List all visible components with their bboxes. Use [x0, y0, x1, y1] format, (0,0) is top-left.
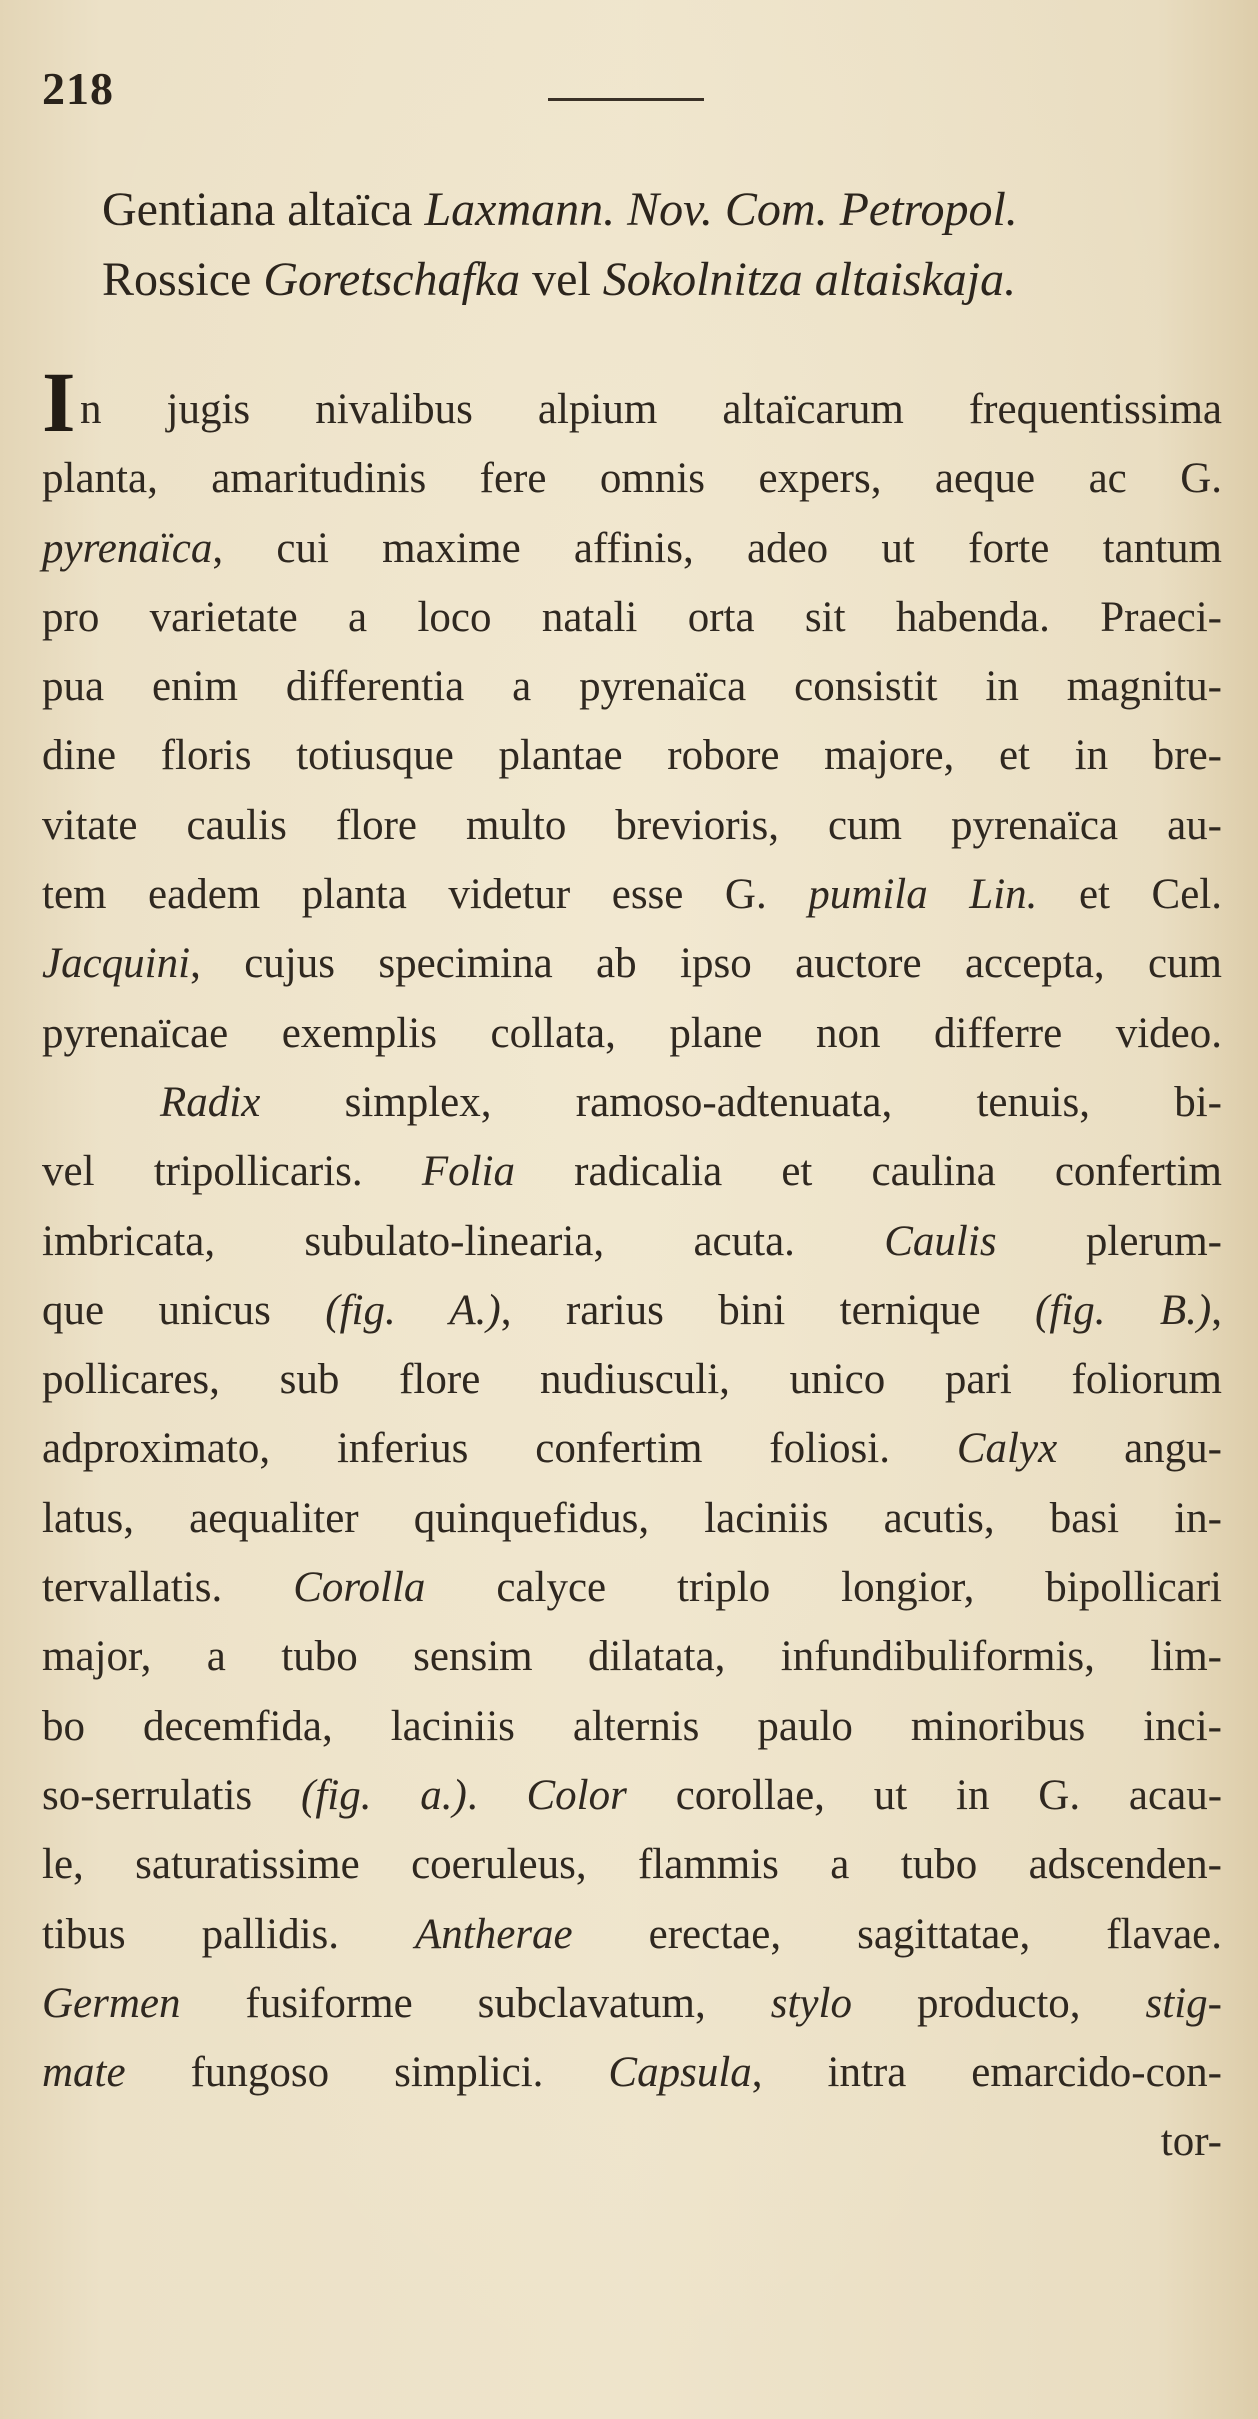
italic-term: Germen [42, 1979, 181, 2027]
text-segment: corollae, ut in G. acau- [626, 1771, 1223, 1819]
text-line [42, 444, 1222, 513]
text-segment: calyce triplo longior, bipollicari [425, 1564, 1223, 1612]
text-segment: tibus pallidis. [42, 1910, 416, 1958]
text-line [42, 929, 1222, 998]
vernacular-name-2: Sokolnitza altaiskaja. [602, 253, 1017, 306]
text-segment: vitate caulis flore multo brevioris, cum pyrenaïca au- [42, 801, 1222, 849]
text-line [42, 1622, 1222, 1691]
text-line [42, 1969, 1222, 2038]
text-segment: dine floris totiusque plantae robore majore, et in bre- [42, 732, 1222, 780]
text-line [42, 1276, 1222, 1345]
text-segment: , rarius bini ternique [500, 1286, 1035, 1334]
text-segment: planta, amaritudinis fere omnis expers, aeque ac G. [42, 455, 1222, 503]
text-segment: pyrenaïcae exemplis collata, plane non differre video. [42, 1009, 1222, 1057]
text-segment: latus, aequaliter quinquefidus, laciniis acutis, basi in- [42, 1494, 1222, 1542]
text-line [42, 583, 1222, 652]
text-segment: fungoso simplici. [125, 2049, 609, 2097]
text-line [42, 2038, 1222, 2107]
text-segment: erectae, sagittatae, flavae. [572, 1910, 1222, 1958]
text-line [42, 652, 1222, 721]
text-line [42, 1068, 1222, 1137]
text-line [42, 1345, 1222, 1414]
text-segment: angu- [1057, 1425, 1223, 1473]
italic-term: (fig. B.) [1035, 1286, 1212, 1334]
heading-connector: vel [532, 253, 591, 306]
italic-term: stig- [1145, 1979, 1222, 2027]
catchword: tor- [1160, 2118, 1222, 2166]
text-line [42, 999, 1222, 1068]
italic-term: Corolla [293, 1564, 426, 1612]
text-segment: bo decemfida, laciniis alternis paulo minoribus inci- [42, 1702, 1222, 1750]
italic-term: pyrenaïca [42, 524, 213, 572]
text-segment: , cujus specimina ab ipso auctore accepta, cum [190, 940, 1222, 988]
italic-term: stylo [770, 1979, 852, 2027]
text-segment: . [466, 1771, 527, 1819]
italic-term: Color [526, 1771, 627, 1819]
italic-term: Calyx [956, 1425, 1058, 1473]
text-line [42, 354, 1222, 450]
italic-term: Jacquini [42, 940, 191, 988]
body-text [42, 354, 1223, 2177]
text-segment: radicalia et caulina confertim [515, 1148, 1222, 1196]
italic-term: Antherae [415, 1910, 573, 1958]
text-line [42, 1830, 1222, 1899]
text-line [42, 1692, 1222, 1761]
text-segment: vel tripollicaris. [42, 1148, 422, 1196]
text-segment: n jugis nivalibus alpium altaïcarum frequentissima [80, 386, 1222, 433]
italic-term: (fig. A.) [325, 1286, 501, 1334]
text-segment: so-serrulatis [42, 1771, 302, 1819]
heading-lead: Rossice [102, 253, 252, 306]
text-line [42, 721, 1222, 790]
text-segment: pollicares, sub flore nudiusculi, unico pari foliorum [42, 1356, 1222, 1404]
italic-term: (fig. a.) [301, 1771, 467, 1819]
text-line [42, 514, 1222, 583]
text-line [42, 1484, 1222, 1553]
text-segment: fusiforme subclavatum, [180, 1979, 771, 2027]
species-heading [102, 175, 1222, 315]
text-segment: producto, [851, 1979, 1146, 2027]
italic-term: mate [42, 2049, 126, 2097]
heading-line-2 [102, 245, 1222, 315]
text-line [42, 1137, 1222, 1206]
text-line [42, 1207, 1222, 1276]
text-segment: tem eadem planta videtur esse G. [42, 871, 809, 919]
text-segment: , [1211, 1286, 1222, 1334]
italic-term: Capsula [608, 2049, 752, 2097]
text-segment: tervallatis. [42, 1564, 294, 1612]
text-line [42, 1553, 1222, 1622]
species-authority: Laxmann. Nov. Com. Petropol. [424, 183, 1018, 236]
text-segment: simplex, ramoso-adtenuata, tenuis, bi- [260, 1078, 1222, 1126]
text-segment: pro varietate a loco natali orta sit habenda. Praeci- [42, 593, 1222, 641]
italic-term: pumila Lin. [808, 871, 1038, 919]
species-name: Gentiana altaïca [102, 183, 413, 236]
text-segment: pua enim differentia a pyrenaïca consistit in magnitu- [42, 663, 1222, 711]
italic-term: Caulis [884, 1217, 997, 1265]
drop-cap: I [42, 354, 76, 450]
text-segment: adproximato, inferius confertim foliosi. [42, 1425, 957, 1473]
text-line [42, 860, 1222, 929]
italic-term: Folia [421, 1148, 516, 1196]
text-segment: major, a tubo sensim dilatata, infundibuliformis, lim- [42, 1633, 1222, 1681]
text-line [42, 1414, 1222, 1483]
text-segment: imbricata, subulato-linearia, acuta. [42, 1217, 885, 1265]
text-segment: , cui maxime affinis, adeo ut forte tantum [212, 524, 1222, 572]
vernacular-name-1: Goretschafka [263, 253, 521, 306]
header-rule [548, 98, 704, 101]
text-line [42, 1900, 1222, 1969]
text-line [42, 791, 1222, 860]
text-segment: que unicus [42, 1286, 326, 1334]
text-line [42, 1761, 1222, 1830]
heading-line-1 [102, 175, 1222, 245]
italic-term: Radix [160, 1078, 261, 1126]
text-segment: le, saturatissime coeruleus, flammis a tubo adscenden- [42, 1841, 1222, 1889]
text-segment: et Cel. [1037, 871, 1222, 919]
text-segment: plerum- [996, 1217, 1223, 1265]
page-number: 218 [42, 63, 114, 114]
text-segment: , intra emarcido-con- [751, 2049, 1222, 2097]
